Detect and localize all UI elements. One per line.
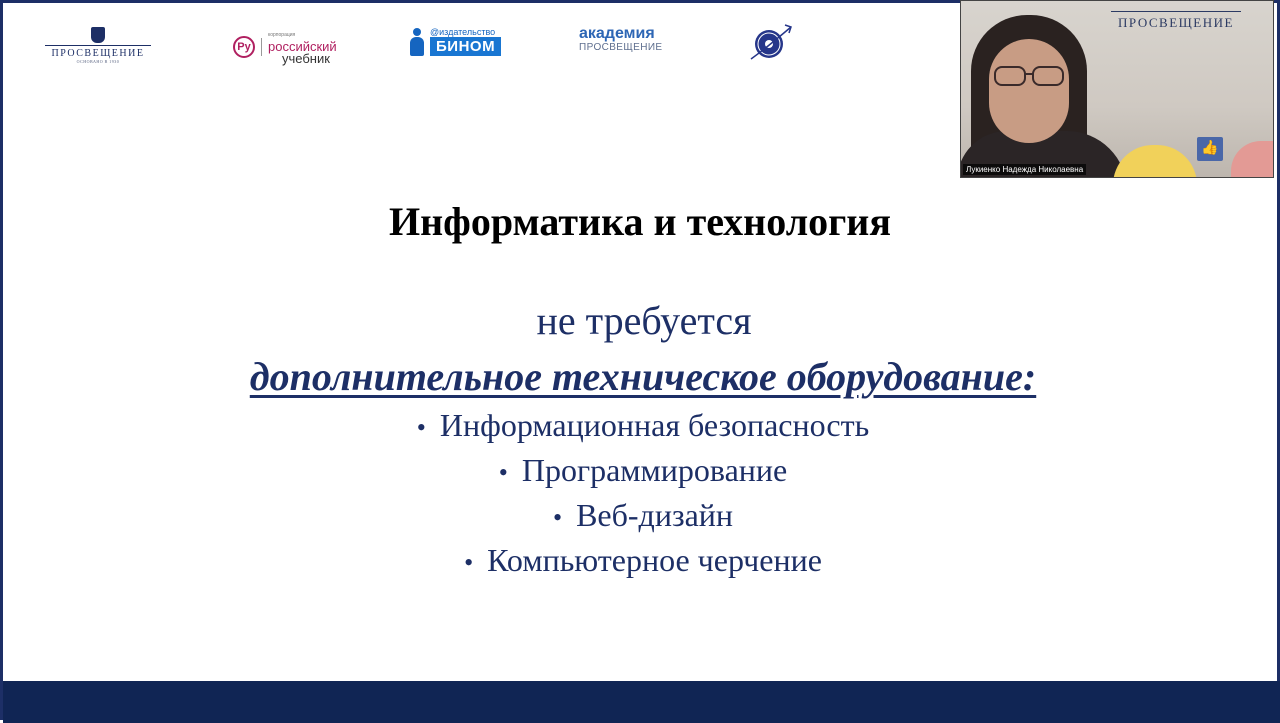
thumbs-up-icon: 👍	[1197, 137, 1223, 161]
slide-title: Информатика и технология	[388, 199, 891, 244]
list-item: • Программирование	[498, 452, 788, 488]
participant-face	[989, 39, 1069, 143]
list-item: • Информационная безопасность	[416, 407, 870, 443]
bullet-icon: •	[552, 503, 563, 532]
akademiya-logo	[579, 25, 663, 53]
list-item: • Веб-дизайн	[552, 497, 734, 533]
participant-name-label: Лукиенко Надежда Николаевна	[963, 164, 1086, 175]
participant-video-tile[interactable]	[960, 0, 1274, 178]
seal-logo-icon	[745, 21, 795, 65]
akademiya-logo-line1: академия	[579, 25, 655, 42]
slide-subtitle: не требуется	[536, 298, 752, 343]
prosveshchenie-logo	[45, 27, 151, 64]
ru-logo-small: корпорация	[268, 32, 296, 38]
prosveshchenie-logo-sub: ОСНОВАНО В 1930	[76, 59, 120, 64]
bullet-icon: •	[464, 548, 474, 577]
bullet-icon: •	[498, 458, 508, 487]
bullet-icon: •	[416, 413, 426, 442]
prosveshchenie-emblem-icon	[91, 27, 105, 43]
ru-logo-line2: учебник	[282, 51, 330, 66]
video-background-brand	[1111, 3, 1241, 31]
binom-logo	[408, 27, 501, 56]
akademiya-logo-line2: ПРОСВЕЩЕНИЕ	[579, 42, 663, 53]
binom-logo-small: @издательство	[430, 27, 496, 37]
slide-footer-bar	[3, 681, 1280, 723]
list-item: • Компьютерное черчение	[464, 542, 822, 578]
ru-circle-icon: Ру	[233, 36, 255, 58]
binom-logo-name: БИНОМ	[430, 37, 501, 56]
glasses-icon	[993, 65, 1065, 87]
video-brand-name: ПРОСВЕЩЕНИЕ	[1118, 15, 1234, 30]
ru-logo-line1: российский	[268, 39, 337, 54]
reader-figure-icon	[408, 28, 426, 56]
ru-uchebnik-logo	[233, 29, 337, 65]
bullet-list	[3, 403, 1280, 583]
slide-emphasis: дополнительное техническое оборудование:	[249, 354, 1037, 399]
prosveshchenie-logo-name: ПРОСВЕЩЕНИЕ	[51, 48, 145, 59]
